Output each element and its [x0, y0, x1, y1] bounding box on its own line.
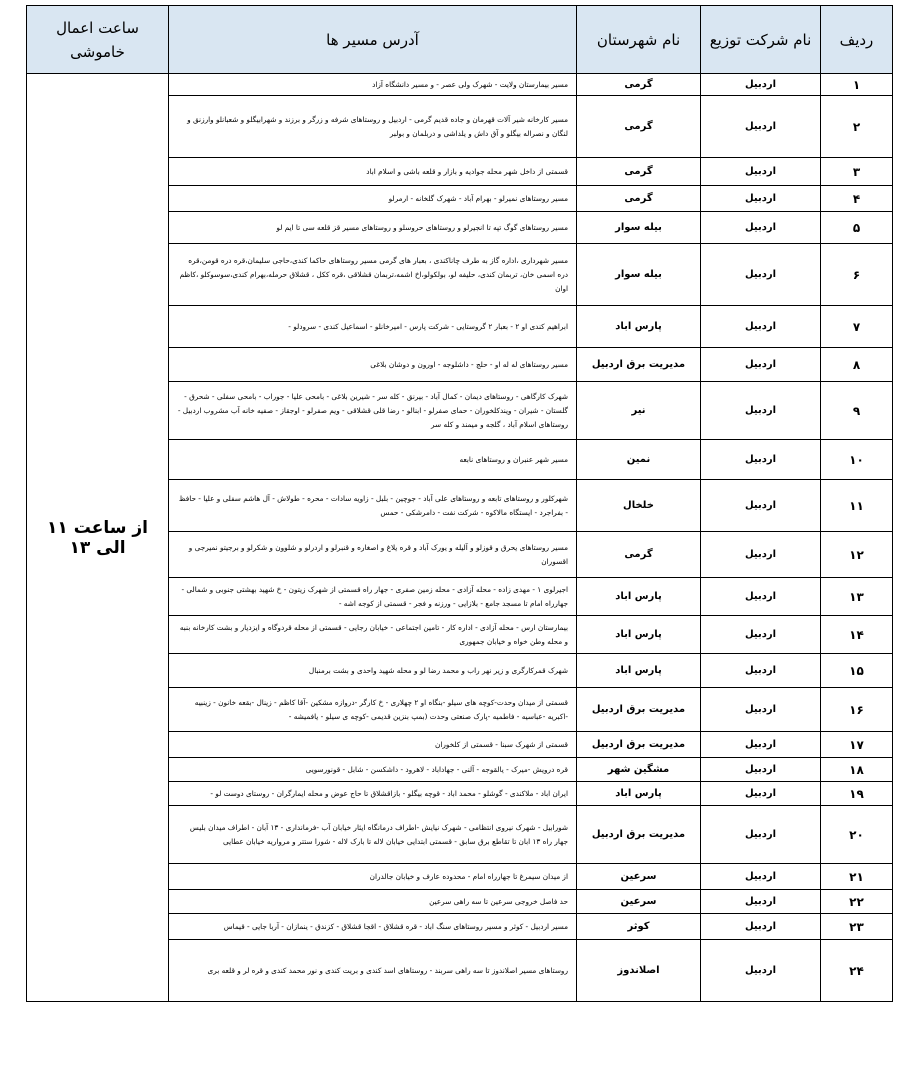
row-county: مدیریت برق اردبیل	[577, 688, 701, 732]
row-county: مدیریت برق اردبیل	[577, 806, 701, 864]
row-county: سرعین	[577, 864, 701, 890]
row-county: نیر	[577, 382, 701, 440]
row-index: ۱۱	[821, 480, 893, 532]
row-county: پارس اباد	[577, 578, 701, 616]
row-county: سرعین	[577, 890, 701, 914]
row-county: مدیریت برق اردبیل	[577, 732, 701, 758]
row-route: شهرک قمرکارگری و زیر نهر راب و محمد رضا لو و محله شهید واحدی و بشت برمنبال	[169, 654, 577, 688]
header-hours: ساعت اعمال خاموشی	[27, 6, 169, 74]
row-index: ۱۵	[821, 654, 893, 688]
row-route: مسیر روستاهای نمیرلو - بهرام آباد - شهرک گلخانه - ارمرلو	[169, 186, 577, 212]
row-index: ۸	[821, 348, 893, 382]
row-index: ۵	[821, 212, 893, 244]
row-county: گرمی	[577, 186, 701, 212]
row-index: ۱۳	[821, 578, 893, 616]
row-county: مدیریت برق اردبیل	[577, 348, 701, 382]
row-company: اردبیل	[701, 244, 821, 306]
row-county: پارس اباد	[577, 654, 701, 688]
row-county: پارس اباد	[577, 782, 701, 806]
row-index: ۴	[821, 186, 893, 212]
row-route: اجیرلوی ۱ - مهدی زاده - محله آزادی - محله زمین صفری - جهار راه قسمتی از شهرک زیتون - خ شهید بهشتی جنوبی و شمالی - جهارراه امام تا مسجد جامع - بلازایی - ورزنه و فجر - قسمتی از کوجه اشه -	[169, 578, 577, 616]
row-route: ابراهیم کندی او ۲ - بعبار ۲ گروستایی - شرکت پارس - امیرخانلو - اسماعیل کندی - سرودلو -	[169, 306, 577, 348]
row-company: اردبیل	[701, 158, 821, 186]
row-company: اردبیل	[701, 578, 821, 616]
row-company: اردبیل	[701, 654, 821, 688]
header-route: آدرس مسیر ها	[169, 6, 577, 74]
row-index: ۱۶	[821, 688, 893, 732]
row-company: اردبیل	[701, 186, 821, 212]
row-index: ۳	[821, 158, 893, 186]
row-route: مسیر بیمارستان ولایت - شهرک ولی عصر - و مسیر دانشگاه آزاد	[169, 74, 577, 96]
table-row	[27, 74, 893, 96]
row-company: اردبیل	[701, 890, 821, 914]
row-route: قره درویش -میرک - یالقوجه - آلنی - جهاداباد - لاهرود - داشکسن - شابل - قونورسویی	[169, 758, 577, 782]
row-index: ۲۱	[821, 864, 893, 890]
row-route: شورابیل - شهرک نیروی انتظامی - شهرک نیایش -اطراف درمانگاه ایثار خیابان آب -فرمانداری - ۱۳ آبان - اطراف میدان بلیس جهار راه ۱۳ ابان تا تقاطع برق سابق - قسمتی ابتدایی خیابان لاله تا بارک لاله - شورا ستتر و مرواریه خیابان عطایی	[169, 806, 577, 864]
row-index: ۱۰	[821, 440, 893, 480]
row-index: ۹	[821, 382, 893, 440]
row-company: اردبیل	[701, 440, 821, 480]
row-county: پارس اباد	[577, 306, 701, 348]
row-index: ۶	[821, 244, 893, 306]
header-county: نام شهرستان	[577, 6, 701, 74]
row-company: اردبیل	[701, 212, 821, 244]
row-company: اردبیل	[701, 348, 821, 382]
row-route: ایران اباد - ملاکندی - گوشلو - محمد اباد - قوچه بیگلو - بازاقشلاق تا حاج عوض و محله ایمارگران - روستای دوست لو -	[169, 782, 577, 806]
row-county: گرمی	[577, 532, 701, 578]
row-county: گرمی	[577, 74, 701, 96]
row-company: اردبیل	[701, 732, 821, 758]
row-county: نمین	[577, 440, 701, 480]
blackout-schedule-table	[26, 5, 893, 1002]
row-county: گرمی	[577, 158, 701, 186]
row-index: ۷	[821, 306, 893, 348]
row-index: ۱۸	[821, 758, 893, 782]
row-county: بیله سوار	[577, 244, 701, 306]
row-route: مسیر روستاهای له له او - حلج - داشلوجه - اورون و دوشان بلاغی	[169, 348, 577, 382]
row-route: مسیر شهر عنبران و روستاهای نابعه	[169, 440, 577, 480]
row-county: گرمی	[577, 96, 701, 158]
row-company: اردبیل	[701, 382, 821, 440]
row-route: قسمتی از داخل شهر محله جوادیه و بازار و قلعه باشی و اسلام اباد	[169, 158, 577, 186]
row-index: ۲۰	[821, 806, 893, 864]
row-index: ۱۲	[821, 532, 893, 578]
row-company: اردبیل	[701, 806, 821, 864]
row-county: اصلاندوز	[577, 940, 701, 1002]
row-county: مشگین شهر	[577, 758, 701, 782]
row-company: اردبیل	[701, 782, 821, 806]
row-company: اردبیل	[701, 864, 821, 890]
row-index: ۲۲	[821, 890, 893, 914]
table-header-row	[27, 6, 893, 74]
row-company: اردبیل	[701, 688, 821, 732]
row-company: اردبیل	[701, 940, 821, 1002]
row-county: خلخال	[577, 480, 701, 532]
row-route: شهرکلور و روستاهای تابعه و روستاهای علی آباد - جوچین - بلبل - زاویه سادات - محره - طولاش - آل هاشم سفلی و علیا - حافظ - بفراجرد - ایستگاه مالاکوه - شرکت نفت - دامرشکی - حمس	[169, 480, 577, 532]
row-index: ۲	[821, 96, 893, 158]
row-route: بیمارستان ارس - محله آزادی - اداره کار - تامین اجتماعی - خیابان رجایی - قسمتی از محله قردوگاه و ایزدیار و بشت کارخانه بنبه و محله وطن خواه و خیابان جمهوری	[169, 616, 577, 654]
row-company: اردبیل	[701, 616, 821, 654]
blackout-hours: از ساعت ۱۱ الی ۱۳	[27, 74, 169, 1002]
row-index: ۱۴	[821, 616, 893, 654]
row-route: مسیر کارخانه شیر آلات قهرمان و جاده قدیم گرمی - اردبیل و روستاهای شرفه و زرگر و برزند و شهرابیگلو و شعبانلو وارزنق و لنگان و نصراله بیگلو و آق داش و یلداشی و دربلمان و بولبر	[169, 96, 577, 158]
row-route: روستاهای مسیر اصلاندوز تا سه راهی سربند - روستاهای اسد کندی و بریت کندی و نور محمد کندی و قره لر و قلعه بری	[169, 940, 577, 1002]
row-company: اردبیل	[701, 96, 821, 158]
row-route: مسیر روستاهای گوگ تپه تا انجیرلو و روستاهای حروسلو و روستاهای مسیر قز قلعه سی تا ایم لو	[169, 212, 577, 244]
row-index: ۱۹	[821, 782, 893, 806]
header-index: ردیف	[821, 6, 893, 74]
row-company: اردبیل	[701, 758, 821, 782]
row-company: اردبیل	[701, 532, 821, 578]
row-index: ۱	[821, 74, 893, 96]
row-company: اردبیل	[701, 914, 821, 940]
row-route: مسیر روستاهای یحرق و قوزلو و آلیله و یورک آباد و قره یلاغ و اصغاره و قنبرلو و اردرلو و شلوون و شکرلو و برجیتو نمیرجی و اقسوران	[169, 532, 577, 578]
row-index: ۲۳	[821, 914, 893, 940]
row-route: از میدان سیمرغ تا جهارراه امام - محدوده عارف و خیابان جالدران	[169, 864, 577, 890]
row-route: حد فاصل خروجی سرعین تا سه راهی سرعین	[169, 890, 577, 914]
row-route: شهرک کارگاهی - روستاهای دیمان - کمال آباد - بیرنق - کله سر - شیرین بلاغی - بامحی علیا - جوراب - بامحی سفلی - شحرق - گلستان - شیران - ویندکلخوران - حمای صفرلو - ابنالو - رضا قلی قشلاقی - ویم صفرلو - اوجقاز - صفیه خانه آب مشروب اردبیل - روستاهای اسلام آباد ، گلجه و میمند و کله سر	[169, 382, 577, 440]
table-body	[27, 74, 893, 1002]
row-route: مسیر اردبیل - کوثر و مسیر روستاهای سنگ اباد - قره قشلاق - اقجا قشلاق - کزندق - ینمازان - آربا جایی - قیماس	[169, 914, 577, 940]
row-company: اردبیل	[701, 480, 821, 532]
row-company: اردبیل	[701, 74, 821, 96]
row-route: مسیر شهرداری ،اداره گاز به طرف چاناکندی ، بعبار های گرمی مسیر روستاهای حاکما کندی،حاجی سلیمان،قره دره قومن،قره دره اسمی خان، تربمان کندی، حلیفه لو، بولکولو،اخ اشمه،تربمان قشلاقی ،قره ککل ، قشلاق حرمله،بهرام کندی،سوسوکلو ،کاظم اوان	[169, 244, 577, 306]
row-index: ۲۴	[821, 940, 893, 1002]
header-company: نام شرکت توزیع	[701, 6, 821, 74]
row-county: کوثر	[577, 914, 701, 940]
row-company: اردبیل	[701, 306, 821, 348]
row-county: بیله سوار	[577, 212, 701, 244]
row-county: پارس اباد	[577, 616, 701, 654]
row-route: قسمتی از میدان وحدت-کوچه های سیلو -بنگاه او ۲ چهلاری - خ کارگر -دروازه مشکین -آقا کاظم - زینال -بقعه خانون - زینبیه -اکبریه -عباسیه - فاطمیه -پارک صنعتی وحدت (بمپ بنزین قدیمی -کوچه ی سیلو - یافمیشه -	[169, 688, 577, 732]
row-index: ۱۷	[821, 732, 893, 758]
row-route: قسمتی از شهرک سبنا - قسمتی از کلخوران	[169, 732, 577, 758]
